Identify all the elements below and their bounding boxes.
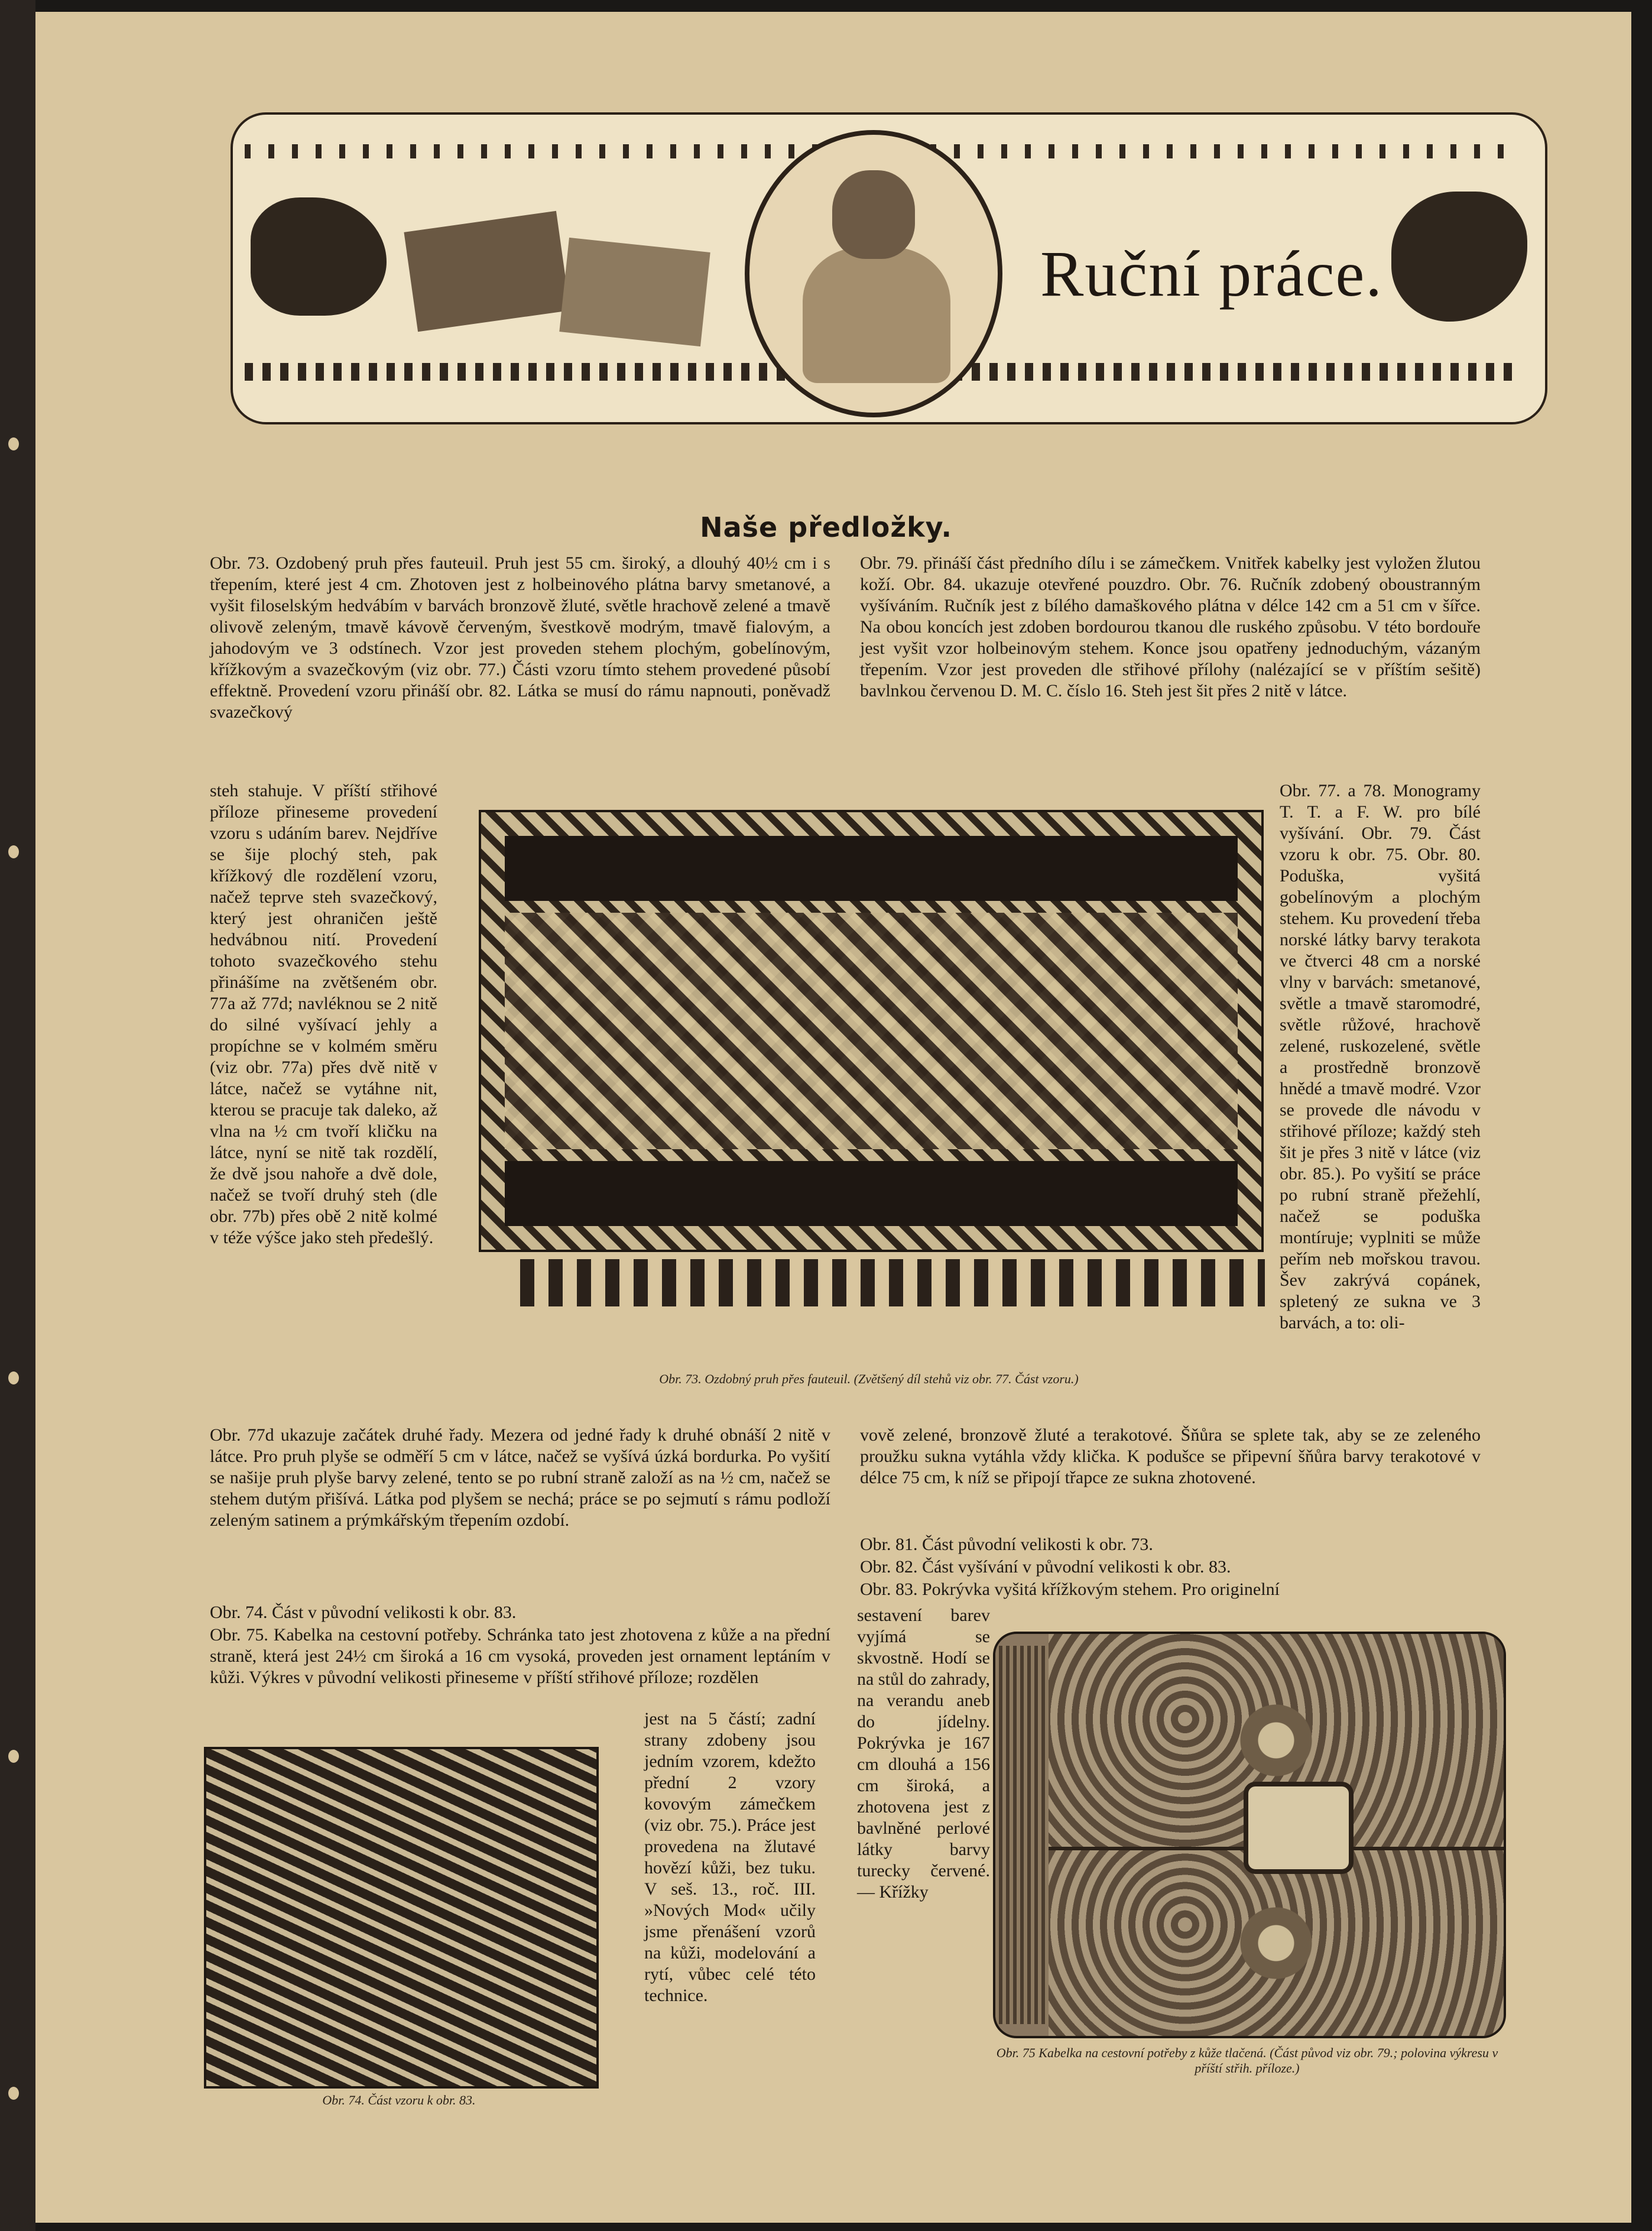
paragraph-obr-80-continued: vově zelené, bronzově žluté a terakotové. Šňůra se splete tak, aby se ze zeleného proužku sukna vytáhla vždy klička. K podušce se připevní šňůra barvy terakotové v délce 75 cm, k níž se připojí třapce ze sukna zhotovené.: [860, 1425, 1481, 1487]
figure-74-image: [204, 1747, 599, 2089]
binding-hole: [8, 1371, 19, 1384]
paragraph-obr-73: Obr. 73. Ozdobený pruh přes fauteuil. Pruh jest 55 cm. široký, a dlouhý 40½ cm i s třepením, které jest 4 cm. Zhotoven jest z holbeinového plátna barvy smetanové, a vyšit filoselským hedvábím v barvách bronzově žluté, světle hrachově zelené a tmavě olivově zeleným, tmavě kávově červeným, švestkově modrým, tmavě fialovým, a jahodovým ve 3 odstínech. Vzor jest proveden stehem plochým, gobelínovým, křížkovým a svazečkovým (viz obr. 77.) Části vzoru tímto stehem provedené působí effektně. Provedení vzoru přináší obr. 82. Látka se musí do rámu napnouti, poněvadž svazečkový: [210, 553, 830, 722]
figure-75-clasp: [1244, 1782, 1354, 1874]
header-medallion-illustration: [745, 130, 1002, 417]
paragraph-obr-79-76: Obr. 79. přináší část předního dílu i se zámečkem. Vnitřek kabelky jest vyložen žlutou koží. Obr. 84. ukazuje otevřené pouzdro. Obr. 76. Ručník zdobený oboustranným vyšíváním. Ručník jest z bílého damaškového plátna v délce 142 cm a 51 cm v šířce. Na obou koncích jest zdoben bordourou tkanou dle ruského způsobu. V této bordouře jest vyšit vzor holbeinovým stehem. Konce jsou opatřeny jednoduchým, vázaným třepením. Vzor jest proveden dle střihové přílohy (nalézající se v příštím sešitě) bavlnkou červenou D. M. C. číslo 16. Steh jest šit přes 2 nitě v látce.: [860, 553, 1481, 701]
book-edge: [0, 0, 35, 2231]
paragraph-obr-82: Obr. 82. Část vyšívání v původní velikosti k obr. 83.: [860, 1557, 1231, 1577]
figure-74-caption: Obr. 74. Část vzoru k obr. 83.: [322, 2093, 476, 2107]
paragraph-obr-77-80: Obr. 77. a 78. Monogramy T. T. a F. W. pro bílé vyšívání. Obr. 79. Část vzoru k obr. 75. Obr. 80. Poduška, vyšitá gobelínovým a plochým stehem. Ku provedení třeba norské látky barvy terakota ve čtverci 48 cm a norské vlny v barvách: smetanové, světle a tmavě staromodré, světle růžové, hrachově zelené, ruskozelené, světle a prostředně bronzově hnědé a tmavě modré. Vzor se provede dle návodu v střihové příloze; každý steh šit je přes 3 nitě v látce (viz obr. 85.). Po vyšití se práce po rubní straně přežehlí, načež se poduška montíruje; vyplniti se může peřím neb mořskou travou. Šev zakrývá copánek, spletený ze sukna ve 3 barvách, a to: oli-: [1280, 781, 1481, 1332]
figure-73-image: [479, 810, 1264, 1252]
paragraph-kabelka-continued: jest na 5 částí; zadní strany zdobeny jsou jedním vzorem, kdežto přední 2 vzory kovovým zámečkem (viz obr. 75.). Práce jest provedena na žlutavé hovězí kůži, bez tuku. V seš. 13., roč. III. »Nových Mod« učily jsme přenášení vzorů na kůži, modelování a rytí, vůbec celé této technice.: [644, 1709, 816, 2005]
binding-hole: [8, 1750, 19, 1763]
binding-hole: [8, 437, 19, 450]
paragraph-obr-81: Obr. 81. Část původní velikosti k obr. 73.: [860, 1535, 1153, 1554]
paragraph-obr-77d: Obr. 77d ukazuje začátek druhé řady. Mezera od jedné řady k druhé obnáší 2 nitě v látce. Pro pruh plyše se odměří 5 cm v látce, načež se vyšívá úzká bordurka. Po vyšití se našije pruh plyše barvy zelené, tento se po rubní straně založí as na ½ cm, načež se stehem dutým přišívá. Látka pod plyšem se nechá; práce se po sejmutí s rámu podloží zeleným satinem a prýmkářským třepením ozdobí.: [210, 1425, 830, 1530]
binding-hole: [8, 845, 19, 858]
page: [35, 12, 1631, 2223]
paragraph-obr-74: Obr. 74. Část v původní velikosti k obr. 83.: [210, 1603, 517, 1622]
binding-hole: [8, 2087, 19, 2100]
article-heading: Naše předložky.: [700, 511, 952, 543]
paragraph-obr-83: Obr. 83. Pokrývka vyšitá křížkovým stehem. Pro originelní: [860, 1580, 1280, 1599]
paragraph-pokryvka: sestavení barev vyjímá se skvostně. Hodí se na stůl do zahrady, na verandu aneb do jídelny. Pokrývka je 167 cm dlouhá a 156 cm široká, a zhotovena jest z bavlněné perlové látky barvy turecky červené. — Křížky: [857, 1606, 990, 1902]
figure-75-caption: Obr. 75 Kabelka na cestovní potřeby z kůže tlačená. (Část původ viz obr. 79.; polovina výkresu v příští střih. příloze.): [996, 2045, 1498, 2076]
figure-73-fringe: [520, 1259, 1265, 1306]
paragraph-obr-75: Obr. 75. Kabelka na cestovní potřeby. Schránka tato jest zhotovena z kůže a na přední straně, která jest 24½ cm široká a 16 cm vysoká, proveden jest ornament leptáním v kůži. Výkres v původní velikosti přineseme v příští střihové příloze; rozdělen: [210, 1625, 830, 1687]
figure-75-image: [993, 1632, 1506, 2038]
figure-73-caption: Obr. 73. Ozdobný pruh přes fauteuil. (Zvětšený díl stehů viz obr. 77. Část vzoru.): [659, 1371, 1079, 1386]
paragraph-svazeckovy-steh: steh stahuje. V příští střihové příloze přineseme provedení vzoru s udáním barev. Nejdříve se šije plochý steh, pak křížkový dle rozdělení vzoru, načež teprve steh svazečkový, který jest ohraničen ještě hedvábnou nití. Provedení tohoto svazečkového stehu přinášíme na zvětšeném obr. 77a až 77d; navléknou se 2 nitě do silné vyšívací jehly a propíchne se v kolmém směru (viz obr. 77a) přes dvě nitě v látce, načež se vytáhne nit, kterou se pracuje tak daleko, až vlna na ½ cm tvoří kličku na látce, nyní se nitě tak rozdělí, že dvě jsou nahoře a dvě dole, načež se tvoří druhý steh (dle obr. 77b) přes obě 2 nitě kolmé v téže výšce jako steh předešlý.: [210, 781, 437, 1247]
section-title: Ruční práce.: [1040, 238, 1383, 310]
